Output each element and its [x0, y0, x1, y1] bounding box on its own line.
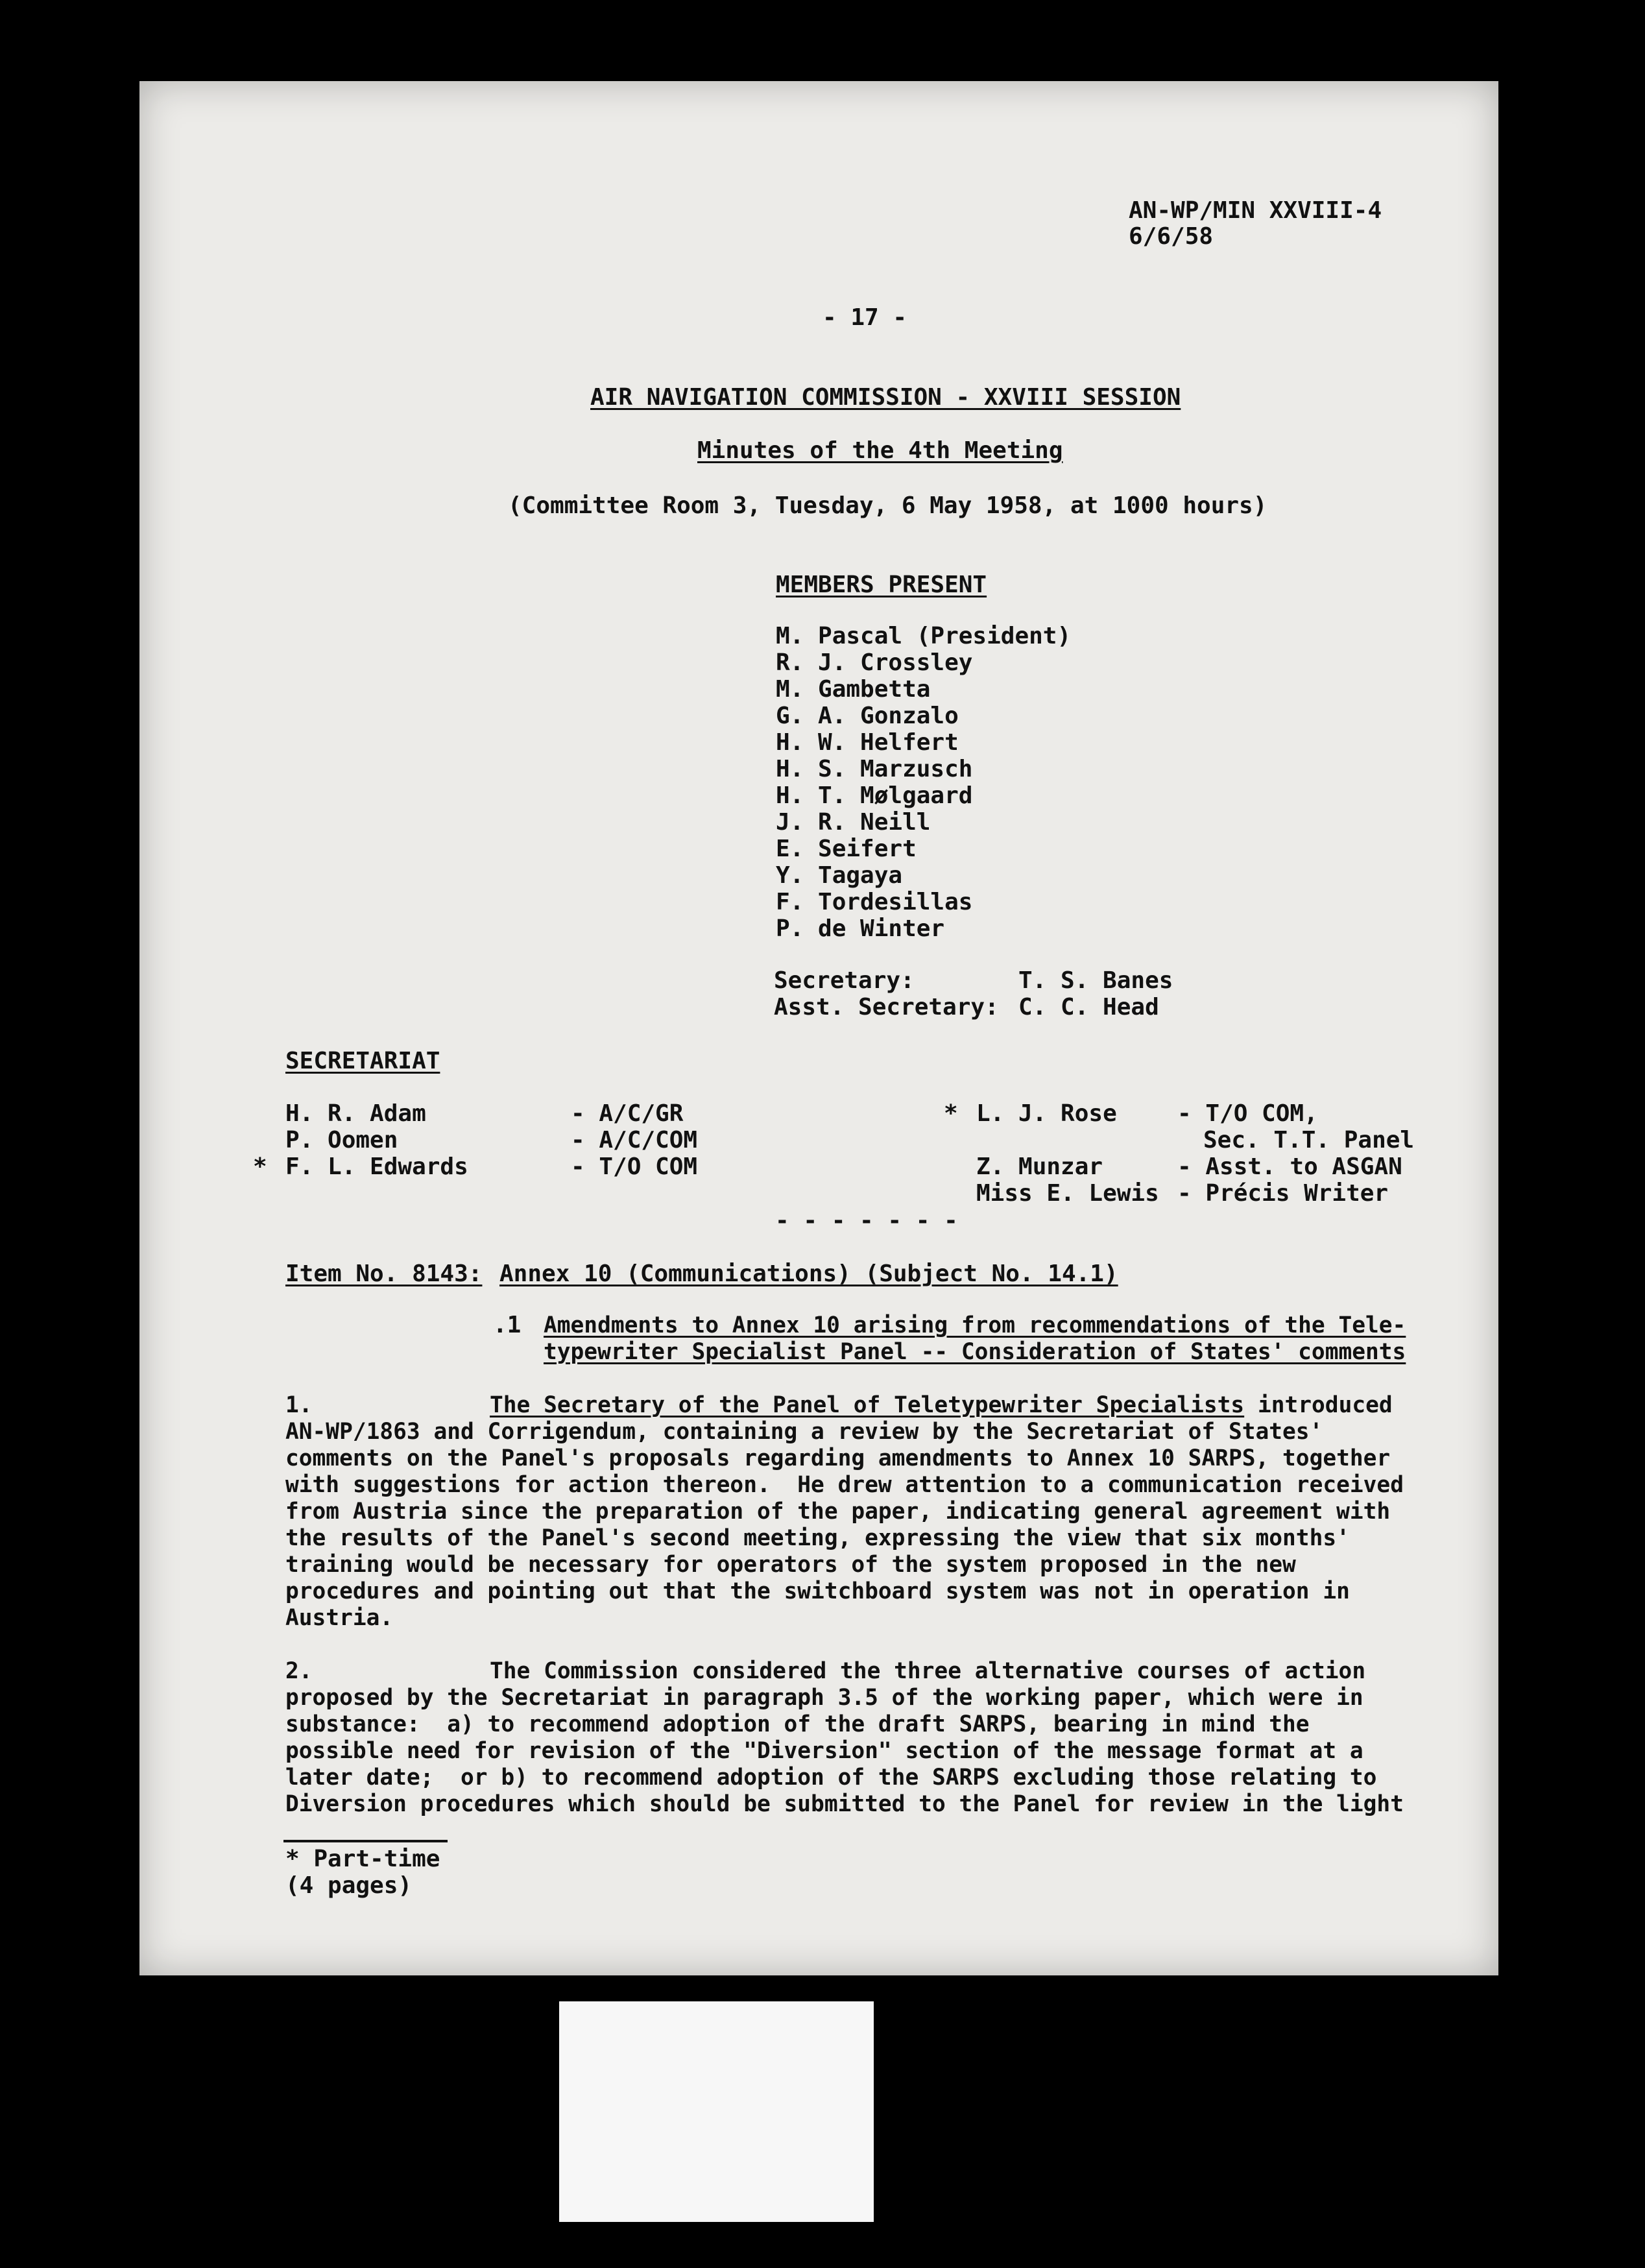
footnote-rule	[283, 1840, 448, 1842]
paragraph-1-line: Austria.	[285, 1605, 394, 1631]
sub-item-title-line1: Amendments to Annex 10 arising from recommendations of the Tele-	[544, 1312, 1406, 1338]
member-item: H. T. Mølgaard	[776, 782, 973, 809]
paragraph-2-line: proposed by the Secretariat in paragraph 3.5 of the working paper, which were in	[285, 1685, 1363, 1711]
paragraph-1-line: with suggestions for action thereon. He drew attention to a communication received	[285, 1472, 1404, 1498]
doc-date: 6/6/58	[1129, 223, 1214, 250]
secretariat-name: P. Oomen	[285, 1127, 398, 1153]
secretariat-role: - Asst. to ASGAN	[1177, 1153, 1402, 1180]
paragraph-1-line: comments on the Panel's proposals regarding amendments to Annex 10 SARPS, together	[285, 1445, 1391, 1471]
secretariat-role: Sec. T.T. Panel	[1203, 1127, 1415, 1153]
footnote-part-time: * Part-time	[285, 1846, 440, 1872]
item-label: Item No. 8143:	[285, 1261, 483, 1287]
paragraph-1-lead-rest: introduced	[1244, 1392, 1393, 1418]
member-item: M. Pascal (President)	[776, 623, 1072, 649]
paragraph-2-line: later date; or b) to recommend adoption of the SARPS excluding those relating to	[285, 1765, 1377, 1791]
paragraph-2-number: 2.	[285, 1658, 313, 1684]
member-item: E. Seifert	[776, 836, 917, 862]
blank-slip	[559, 2001, 874, 2222]
sub-item-number: .1	[493, 1312, 522, 1338]
item-title: Annex 10 (Communications) (Subject No. 14.1)	[499, 1261, 1118, 1287]
secretariat-name: H. R. Adam	[285, 1100, 426, 1127]
paragraph-1-line: training would be necessary for operators of the system proposed in the new	[285, 1552, 1296, 1578]
paragraph-2-line: possible need for revision of the "Diversion" section of the message format at a	[285, 1738, 1363, 1764]
secretary-name: T. S. Banes	[1018, 967, 1173, 994]
footnote-pages: (4 pages)	[285, 1872, 413, 1899]
meeting-details: (Committee Room 3, Tuesday, 6 May 1958, at 1000 hours)	[508, 492, 1267, 519]
secretary-label: Secretary:	[774, 967, 915, 994]
member-item: H. S. Marzusch	[776, 756, 973, 782]
part-time-mark: *	[944, 1100, 958, 1127]
paragraph-1-lead: The Secretary of the Panel of Teletypewriter Specialists	[490, 1392, 1245, 1418]
paragraph-2-line: Diversion procedures which should be submitted to the Panel for review in the light	[285, 1791, 1404, 1817]
paragraph-1-line: AN-WP/1863 and Corrigendum, containing a review by the Secretariat of States'	[285, 1419, 1323, 1445]
paragraph-1-line: from Austria since the preparation of the paper, indicating general agreement with	[285, 1499, 1391, 1525]
secretariat-name: L. J. Rose	[976, 1100, 1117, 1127]
paragraph-1-number: 1.	[285, 1392, 313, 1418]
sub-item-title-line2: typewriter Specialist Panel -- Consideration of States' comments	[544, 1339, 1406, 1365]
secretariat-name: F. L. Edwards	[285, 1153, 468, 1180]
secretariat-name: Z. Munzar	[976, 1153, 1103, 1180]
secretariat-name: Miss E. Lewis	[976, 1180, 1159, 1207]
paragraph-2-line: substance: a) to recommend adoption of the draft SARPS, bearing in mind the	[285, 1711, 1310, 1737]
asst-secretary-name: C. C. Head	[1018, 994, 1159, 1020]
secretariat-role: - A/C/GR	[571, 1100, 684, 1127]
member-item: Y. Tagaya	[776, 862, 903, 889]
paragraph-2-first-line: The Commission considered the three alternative courses of action	[490, 1658, 1366, 1684]
paragraph-1-line: the results of the Panel's second meeting, expressing the view that six months'	[285, 1525, 1350, 1551]
member-item: P. de Winter	[776, 915, 945, 942]
doc-ref: AN-WP/MIN XXVIII-4	[1129, 197, 1382, 224]
member-item: J. R. Neill	[776, 809, 931, 836]
member-item: H. W. Helfert	[776, 729, 959, 756]
secretariat-role: - T/O COM,	[1177, 1100, 1318, 1127]
member-item: R. J. Crossley	[776, 649, 973, 676]
secretariat-role: - Précis Writer	[1177, 1180, 1389, 1207]
secretariat-role: - A/C/COM	[571, 1127, 698, 1153]
member-item: M. Gambetta	[776, 676, 931, 703]
member-item: F. Tordesillas	[776, 889, 973, 915]
commission-title: AIR NAVIGATION COMMISSION - XXVIII SESSION	[590, 384, 1181, 411]
part-time-mark: *	[253, 1153, 267, 1180]
members-heading: MEMBERS PRESENT	[776, 572, 987, 598]
separator: - - - - - - -	[775, 1207, 958, 1234]
paragraph-1-line: procedures and pointing out that the switchboard system was not in operation in	[285, 1578, 1350, 1604]
asst-secretary-label: Asst. Secretary:	[774, 994, 999, 1020]
minutes-title: Minutes of the 4th Meeting	[697, 437, 1063, 464]
secretariat-heading: SECRETARIAT	[285, 1048, 440, 1074]
member-item: G. A. Gonzalo	[776, 703, 959, 729]
page-number: - 17 -	[822, 304, 907, 331]
paragraph-1-first-line	[490, 1392, 1393, 1419]
secretariat-role: - T/O COM	[571, 1153, 698, 1180]
